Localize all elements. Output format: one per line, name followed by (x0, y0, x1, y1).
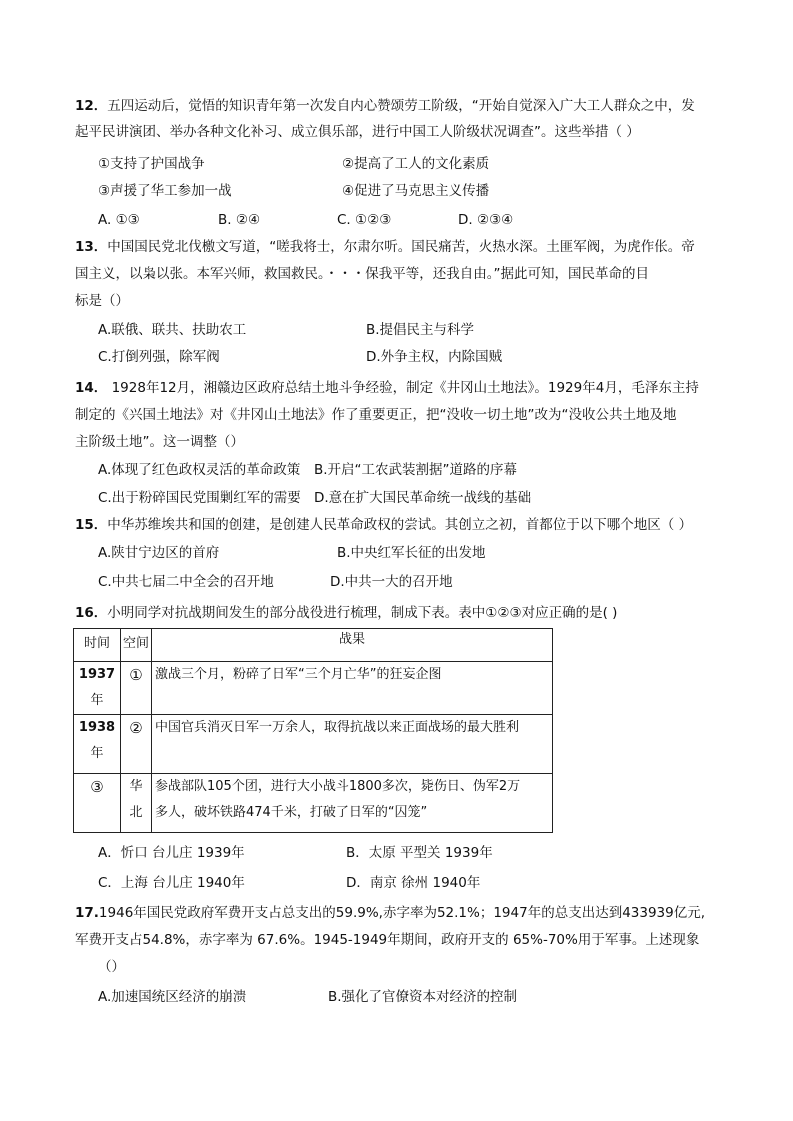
question-number: 17. (75, 905, 99, 921)
row3-result-line1: 参战部队105个团，进行大小战斗1800多次，毙伤日、伪军2万 (155, 779, 521, 794)
q17-stem-line1: 17.1946年国民党政府军费开支占总支出的59.9%,赤字率为52.1%；1947年的总支出达到433939亿元, (75, 905, 706, 921)
row3-result (152, 774, 553, 833)
q15-stem: 15．中华苏维埃共和国的创建，是创建人民革命政权的尝试。其创立之初，首都位于以下哪个地区（ ） (75, 517, 693, 533)
q17-option-b[interactable]: B.强化了官僚资本对经济的控制 (328, 989, 518, 1005)
q17-option-a[interactable]: A.加速国统区经济的崩溃 (98, 989, 247, 1005)
row1-time (74, 662, 121, 715)
question-number: 14． (75, 380, 108, 396)
q13-option-b[interactable]: B.提倡民主与科学 (366, 322, 475, 338)
q16-option-b[interactable]: B．太原 平型关 1939年 (346, 845, 493, 861)
q15-option-b[interactable]: B.中央红军长征的出发地 (337, 545, 486, 561)
question-number: 16． (75, 605, 108, 621)
q14-option-a[interactable]: A.体现了红色政权灵活的革命政策 (98, 462, 301, 478)
q12-stem-line2: 起平民讲演团、举办各种文化补习、成立俱乐部，进行中国工人阶级状况调查”。这些举措（ ） (75, 124, 640, 140)
row3-time: ③ (74, 774, 121, 833)
row2-year: 1938 (78, 720, 116, 735)
q12-option-c[interactable]: C. ①②③ (337, 212, 392, 228)
q14-option-d[interactable]: D.意在扩大国民革命统一战线的基础 (314, 490, 532, 506)
row1-year: 1937 (78, 667, 116, 682)
q12-option-b[interactable]: B. ②④ (218, 212, 261, 228)
q15-option-a[interactable]: A.陕甘宁边区的首府 (98, 545, 220, 561)
table-header-row (74, 629, 553, 662)
battle-table (73, 628, 553, 833)
q12-option-a[interactable]: A. ①③ (98, 212, 140, 228)
q16-option-a[interactable]: A．忻口 台儿庄 1939年 (98, 845, 245, 861)
question-number: 13． (75, 239, 108, 255)
q16-stem: 16．小明同学对抗战期间发生的部分战役进行梳理，制成下表。表中①②③对应正确的是( ) (75, 605, 618, 621)
q14-stem-line2: 制定的《兴国土地法》对《井冈山土地法》作了重要更正，把“没收一切土地”改为“没收公共土地及地 (75, 407, 677, 423)
q12-item-1: ①支持了护国战争 (98, 156, 205, 172)
q13-option-d[interactable]: D.外争主权，内除国贼 (366, 349, 503, 365)
q13-stem-line1: 13．中国国民党北伐檄文写道，“嗟我将士，尔肃尔听。国民痛苦，火热水深。土匪军阀，为虎作伥。帝 (75, 239, 695, 255)
q16-option-c[interactable]: C．上海 台儿庄 1940年 (98, 875, 245, 891)
q13-option-a[interactable]: A.联俄、联共、扶助农工 (98, 322, 247, 338)
question-number: 12． (75, 98, 108, 114)
q16-option-d[interactable]: D．南京 徐州 1940年 (346, 875, 481, 891)
table-row (74, 774, 553, 833)
q14-option-b[interactable]: B.开启“工农武装割据”道路的序幕 (314, 462, 518, 478)
table-row (74, 662, 553, 715)
q12-option-d[interactable]: D. ②③④ (458, 212, 514, 228)
row2-result: 中国官兵消灭日军一万余人，取得抗战以来正面战场的最大胜利 (152, 715, 553, 774)
q14-option-c[interactable]: C.出于粉碎国民党围剿红军的需要 (98, 490, 301, 506)
q13-stem-line2: 国主义，以枭以张。本军兴师，救国救民。・・・保我平等，还我自由。”据此可知，国民革命的目 (75, 266, 649, 282)
row3-place: 华北 (121, 774, 152, 833)
q14-stem-line3: 主阶级土地”。这一调整（） (75, 434, 244, 450)
q12-item-2: ②提高了工人的文化素质 (342, 156, 490, 172)
row2-year-suffix: 年 (90, 746, 104, 761)
table-row (74, 715, 553, 774)
header-result: 战果 (152, 629, 553, 662)
header-place: 空间 (121, 629, 152, 662)
q15-option-d[interactable]: D.中共一大的召开地 (330, 574, 453, 590)
q17-stem-line2: 军费开支占54.8%，赤字率为 67.6%。1945-1949年期间，政府开支的 65%-70%用于军事。上述现象 (75, 932, 700, 948)
q15-option-c[interactable]: C.中共七届二中全会的召开地 (98, 574, 274, 590)
q12-stem-line1: 12．五四运动后，觉悟的知识青年第一次发自内心赞颂劳工阶级，“开始自觉深入广大工人群众之中，发 (75, 98, 695, 114)
row2-time (74, 715, 121, 774)
row1-year-suffix: 年 (90, 693, 104, 708)
q13-option-c[interactable]: C.打倒列强，除军阀 (98, 349, 220, 365)
row2-place: ② (121, 715, 152, 774)
q17-stem-line3: （） (98, 959, 125, 975)
row1-result: 激战三个月，粉碎了日军“三个月亡华”的狂妄企图 (152, 662, 553, 715)
q13-stem-line3: 标是（） (75, 293, 129, 309)
q14-stem-line1: 14． 1928年12月，湘赣边区政府总结土地斗争经验，制定《井冈山土地法》。1929年4月，毛泽东主持 (75, 380, 699, 396)
q12-item-4: ④促进了马克思主义传播 (342, 183, 490, 199)
row1-place: ① (121, 662, 152, 715)
q12-item-3: ③声援了华工参加一战 (98, 183, 232, 199)
question-number: 15． (75, 517, 108, 533)
row3-result-line2: 多人，破坏铁路474千米，打破了日军的“囚笼” (155, 805, 428, 820)
header-time: 时间 (74, 629, 121, 662)
